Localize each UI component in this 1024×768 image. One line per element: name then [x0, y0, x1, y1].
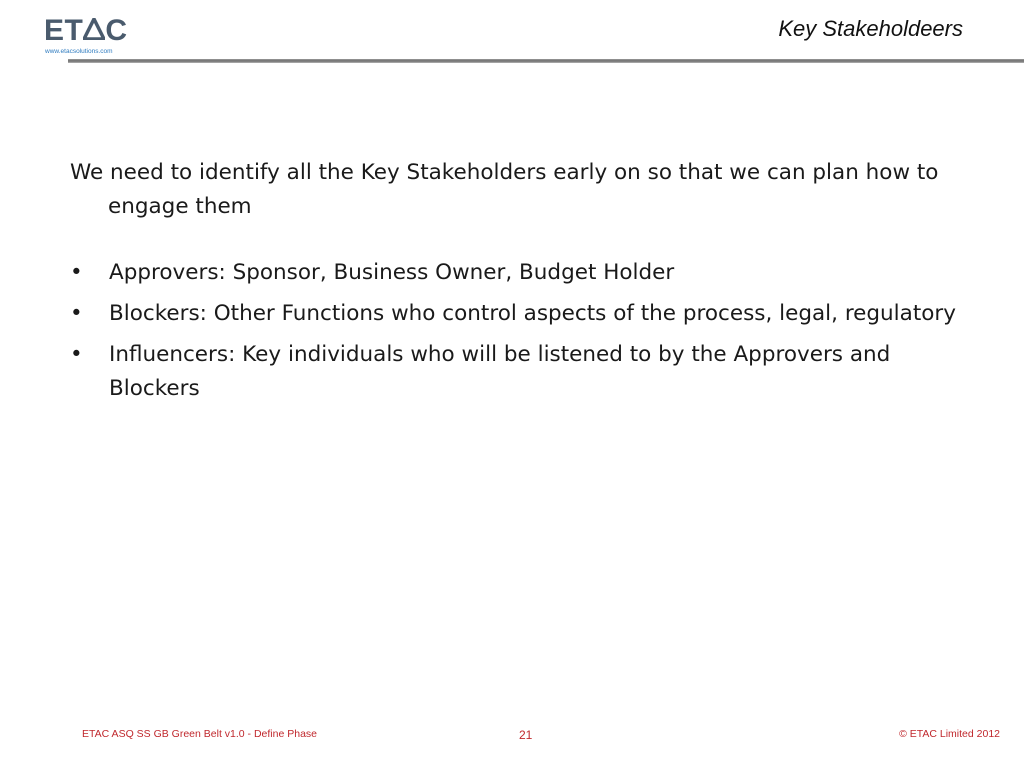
- title-divider: [68, 59, 1024, 63]
- bullet-text: Approvers: Sponsor, Business Owner, Budget Holder: [109, 260, 675, 285]
- list-item: [70, 338, 970, 406]
- logo-wordmark: [44, 14, 128, 48]
- bullet-text: Blockers: Other Functions who control aspects of the process, legal, regulatory: [109, 301, 956, 326]
- intro-paragraph: We need to identify all the Key Stakeholders early on so that we can plan how to engage them: [70, 160, 939, 219]
- bullet-icon: •: [70, 301, 83, 326]
- bullet-icon: •: [70, 342, 83, 367]
- triangle-icon: [83, 18, 105, 40]
- slide-body: [70, 156, 970, 413]
- list-item: [70, 297, 970, 331]
- slide-title: Key Stakeholdeers: [778, 16, 963, 41]
- footer-course-title: ETAC ASQ SS GB Green Belt v1.0 - Define Phase: [82, 728, 317, 740]
- footer-copyright: © ETAC Limited 2012: [899, 728, 1000, 740]
- bullet-icon: •: [70, 260, 83, 285]
- logo-wordmark-text: ET C: [44, 14, 128, 47]
- list-item: [70, 256, 970, 290]
- logo-url: www.etacsolutions.com: [45, 48, 113, 55]
- bullet-text: Influencers: Key individuals who will be listened to by the Approvers and Blockers: [109, 342, 891, 401]
- company-logo: [44, 14, 144, 58]
- bullet-list: [70, 256, 970, 406]
- page-number: 21: [519, 728, 533, 742]
